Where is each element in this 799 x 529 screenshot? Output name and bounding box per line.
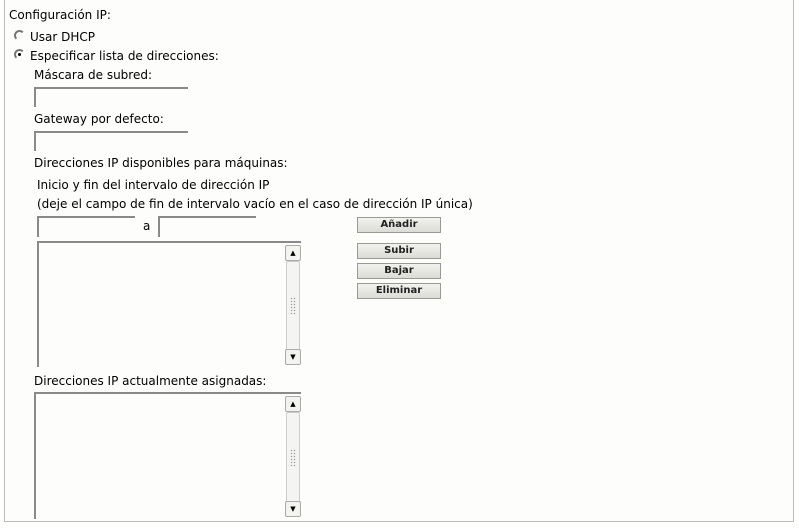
range-separator: a bbox=[143, 219, 151, 233]
move-down-button[interactable]: Bajar bbox=[357, 263, 441, 279]
gateway-label: Gateway por defecto: bbox=[34, 112, 164, 126]
available-ips-list[interactable] bbox=[37, 241, 301, 367]
scroll-up-arrow-icon[interactable]: ▲ bbox=[285, 396, 301, 412]
section-title: Configuración IP: bbox=[9, 8, 111, 22]
subnet-mask-input[interactable] bbox=[34, 87, 188, 107]
scroll-up-arrow-icon[interactable]: ▲ bbox=[285, 245, 301, 261]
add-button[interactable]: Añadir bbox=[357, 217, 441, 233]
radio-use-dhcp[interactable] bbox=[14, 30, 25, 41]
radio-use-dhcp-label[interactable]: Usar DHCP bbox=[30, 30, 96, 44]
range-end-input[interactable] bbox=[158, 216, 256, 237]
range-start-input[interactable] bbox=[37, 216, 135, 237]
scroll-grip-icon[interactable] bbox=[290, 297, 296, 315]
radio-specify-list[interactable] bbox=[14, 49, 25, 60]
range-label: Inicio y fin del intervalo de dirección IP bbox=[37, 178, 270, 192]
scrollbar[interactable] bbox=[285, 396, 301, 519]
gateway-input[interactable] bbox=[34, 131, 188, 151]
scrollbar-track[interactable] bbox=[286, 412, 300, 503]
scrollbar[interactable] bbox=[285, 245, 301, 367]
range-hint: (deje el campo de fin de intervalo vacío en el caso de dirección IP única) bbox=[37, 197, 473, 211]
scrollbar-track[interactable] bbox=[286, 261, 300, 351]
scroll-grip-icon[interactable] bbox=[290, 449, 296, 467]
assigned-ips-label: Direcciones IP actualmente asignadas: bbox=[34, 374, 267, 388]
scroll-down-arrow-icon[interactable]: ▼ bbox=[285, 349, 301, 365]
available-ips-label: Direcciones IP disponibles para máquinas: bbox=[34, 156, 288, 170]
subnet-mask-label: Máscara de subred: bbox=[34, 68, 153, 82]
scroll-down-arrow-icon[interactable]: ▼ bbox=[285, 501, 301, 517]
radio-specify-list-label[interactable]: Especificar lista de direcciones: bbox=[30, 49, 219, 63]
assigned-ips-list[interactable] bbox=[34, 392, 301, 519]
move-up-button[interactable]: Subir bbox=[357, 243, 441, 259]
remove-button[interactable]: Eliminar bbox=[357, 283, 441, 299]
